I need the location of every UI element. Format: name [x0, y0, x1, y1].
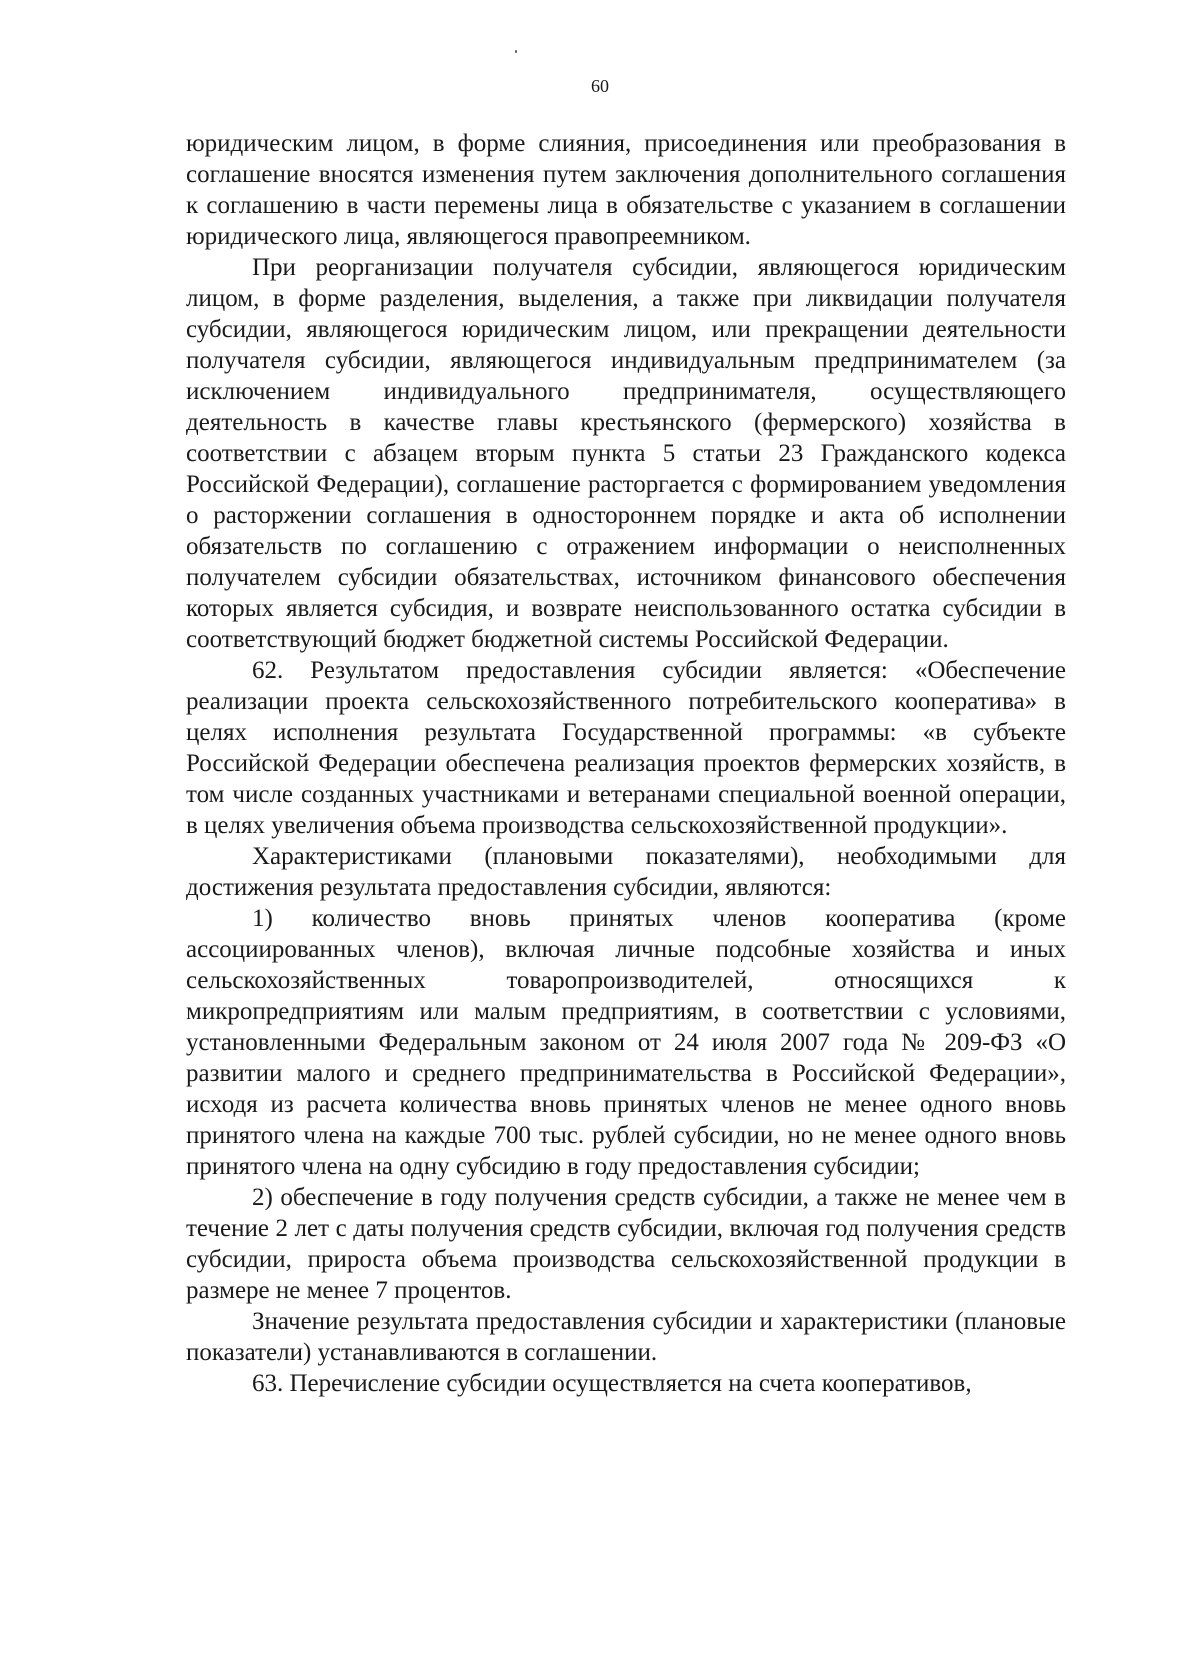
paragraph-62-result: 62. Результатом предоставления субсидии является: «Обеспечение реализации проекта сельскохозяйственного потребительского кооператива» в целях исполнения результата Государственной программы: «в субъекте Российской Федерации обеспечена реализация проектов фермерских хозяйств, в том числе созданных участниками и ветеранами специальной военной операции, в целях увеличения объема производства сельскохозяйственной продукции».	[186, 657, 1066, 839]
page-number: 60	[591, 76, 609, 96]
paragraph-63: 63. Перечисление субсидии осуществляется на счета кооперативов,	[252, 1370, 972, 1397]
paragraph-result-value: Значение результата предоставления субсидии и характеристики (плановые показатели) устанавливаются в соглашении.	[186, 1308, 1066, 1366]
paragraph-item-2: 2) обеспечение в году получения средств субсидии, а также не менее чем в течение 2 лет с даты получения средств субсидии, включая год получения средств субсидии, прироста объема производства сельскохозяйственной продукции в размере не менее 7 процентов.	[186, 1184, 1066, 1304]
scan-speck	[515, 50, 517, 53]
paragraph-continuation: юридическим лицом, в форме слияния, присоединения или преобразования в соглашение вносятся изменения путем заключения дополнительного соглашения к соглашению в части перемены лица в обязательстве с указанием в соглашении юридического лица, являющегося правопреемником.	[186, 130, 1066, 250]
paragraph-characteristics: Характеристиками (плановыми показателями), необходимыми для достижения результата предоставления субсидии, являются:	[186, 843, 1066, 901]
document-body	[186, 128, 1066, 1399]
paragraph-reorganization: При реорганизации получателя субсидии, являющегося юридическим лицом, в форме разделения, выделения, а также при ликвидации получателя субсидии, являющегося юридическим лицом, или прекращении деятельности получателя субсидии, являющегося индивидуальным предпринимателем (за исключением индивидуального предпринимателя, осуществляющего деятельность в качестве главы крестьянского (фермерского) хозяйства в соответствии с абзацем вторым пункта 5 статьи 23 Гражданского кодекса Российской Федерации), соглашение расторгается с формированием уведомления о расторжении соглашения в одностороннем порядке и акта об исполнении обязательств по соглашению с отражением информации о неисполненных получателем субсидии обязательствах, источником финансового обеспечения которых является субсидия, и возврате неиспользованного остатка субсидии в соответствующий бюджет бюджетной системы Российской Федерации.	[186, 254, 1066, 653]
paragraph-item-1: 1) количество вновь принятых членов кооператива (кроме ассоциированных членов), включая личные подсобные хозяйства и иных сельскохозяйственных товаропроизводителей, относящихся к микропредприятиям или малым предприятиям, в соответствии с условиями, установленными Федеральным законом от 24 июля 2007 года № 209-ФЗ «О развитии малого и среднего предпринимательства в Российской Федерации», исходя из расчета количества вновь принятых членов не менее одного вновь принятого члена на каждые 700 тыс. рублей субсидии, но не менее одного вновь принятого члена на одну субсидию в году предоставления субсидии;	[186, 905, 1066, 1180]
